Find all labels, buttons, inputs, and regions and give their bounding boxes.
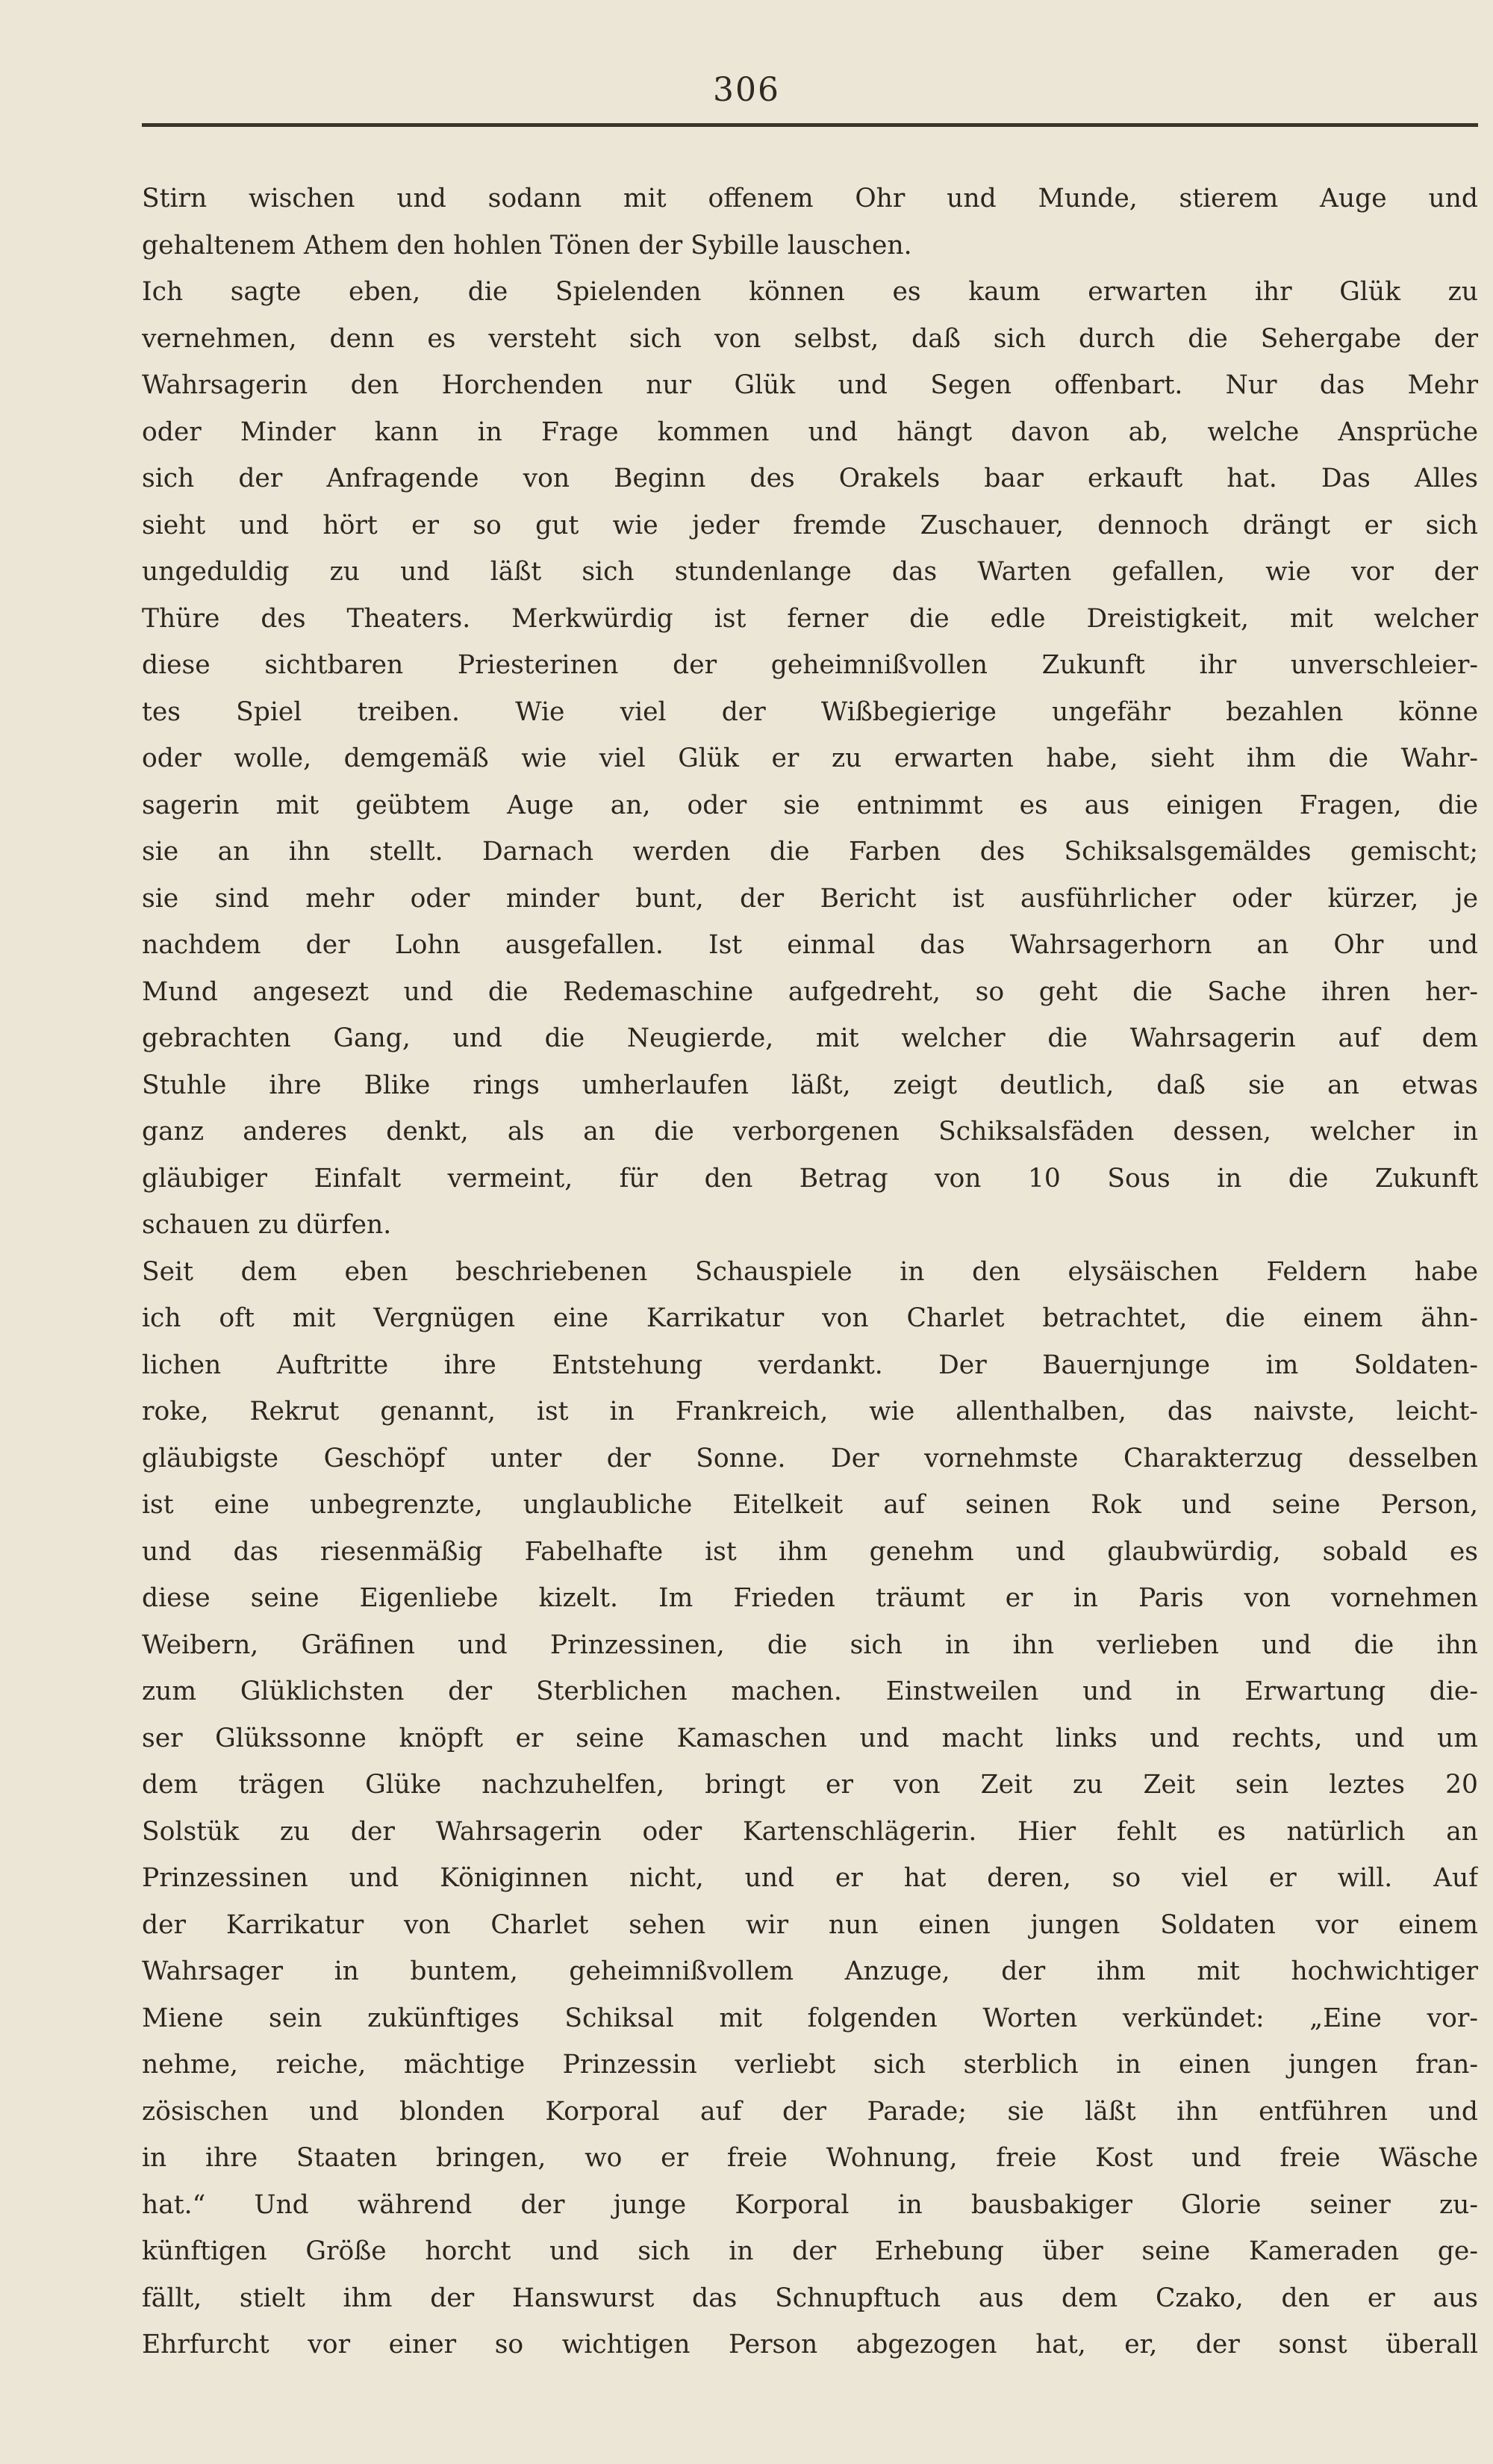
body-text — [142, 175, 1478, 2368]
text-line: sagerin mit geübtem Auge an, oder sie entnimmt es aus einigen Fragen, die — [142, 790, 1478, 820]
text-line: sich der Anfragende von Beginn des Orakels baar erkauft hat. Das Alles — [142, 464, 1478, 493]
text-line: fällt, stielt ihm der Hanswurst das Schnupftuch aus dem Czako, den er aus — [142, 2283, 1478, 2313]
text-line: Wahrsagerin den Horchenden nur Glük und Segen offenbart. Nur das Mehr — [142, 370, 1478, 400]
text-line: dem trägen Glüke nachzuhelfen, bringt er von Zeit zu Zeit sein leztes 20 — [142, 1770, 1478, 1800]
text-line: lichen Auftritte ihre Entstehung verdankt. Der Bauernjunge im Soldaten- — [142, 1350, 1478, 1380]
text-line: zösischen und blonden Korporal auf der Parade; sie läßt ihn entführen und — [142, 2096, 1478, 2127]
text-line: ser Glükssonne knöpft er seine Kamaschen und macht links und rechts, und um — [142, 1723, 1478, 1753]
text-line: Miene sein zukünftiges Schiksal mit folgenden Worten verkündet: „Eine vor- — [142, 2003, 1478, 2033]
text-line: nehme, reiche, mächtige Prinzessin verliebt sich sterblich in einen jungen fran- — [142, 2050, 1478, 2080]
text-line: Weibern, Gräfinen und Prinzessinen, die sich in ihn verlieben und die ihn — [142, 1629, 1478, 1660]
text-line: ganz anderes denkt, als an die verborgenen Schiksalsfäden dessen, welcher in — [142, 1117, 1478, 1147]
text-line: Solstük zu der Wahrsagerin oder Kartenschlägerin. Hier fehlt es natürlich an — [142, 1816, 1478, 1847]
text-line: Stuhle ihre Blike rings umherlaufen läßt, zeigt deutlich, daß sie an etwas — [142, 1070, 1478, 1100]
page-number: 306 — [713, 71, 780, 109]
text-line: Seit dem eben beschriebenen Schauspiele in den elysäischen Feldern habe — [142, 1256, 1478, 1287]
text-line: diese seine Eigenliebe kizelt. Im Frieden träumt er in Paris von vornehmen — [142, 1583, 1478, 1613]
text-line: Ich sagte eben, die Spielenden können es kaum erwarten ihr Glük zu — [142, 277, 1478, 307]
text-line: oder Minder kann in Frage kommen und hängt davon ab, welche Ansprüche — [142, 417, 1478, 447]
text-line: schauen zu dürfen. — [142, 1210, 392, 1240]
text-line: der Karrikatur von Charlet sehen wir nun einen jungen Soldaten vor einem — [142, 1909, 1478, 1940]
text-line: zum Glüklichsten der Sterblichen machen. Einstweilen und in Erwartung die- — [142, 1677, 1478, 1706]
text-line: oder wolle, demgemäß wie viel Glük er zu erwarten habe, sieht ihm die Wahr- — [142, 743, 1478, 773]
header-rule — [142, 123, 1478, 127]
text-line: Ehrfurcht vor einer so wichtigen Person abgezogen hat, er, der sonst überall — [142, 2330, 1478, 2359]
text-line: gläubiger Einfalt vermeint, für den Betrag von 10 Sous in die Zukunft — [142, 1163, 1478, 1194]
text-line: in ihre Staaten bringen, wo er freie Wohnung, freie Kost und freie Wäsche — [142, 2143, 1478, 2173]
text-line: Thüre des Theaters. Merkwürdig ist ferner die edle Dreistigkeit, mit welcher — [142, 603, 1478, 634]
text-line: sie an ihn stellt. Darnach werden die Farben des Schiksalsgemäldes gemischt; — [142, 837, 1478, 867]
text-line: Wahrsager in buntem, geheimnißvollem Anzuge, der ihm mit hochwichtiger — [142, 1956, 1478, 1986]
text-line: tes Spiel treiben. Wie viel der Wißbegierige ungefähr bezahlen könne — [142, 696, 1478, 727]
text-line: und das riesenmäßig Fabelhafte ist ihm genehm und glaubwürdig, sobald es — [142, 1536, 1478, 1567]
text-line: ungeduldig zu und läßt sich stundenlange das Warten gefallen, wie vor der — [142, 557, 1478, 587]
text-line: sie sind mehr oder minder bunt, der Bericht ist ausführlicher oder kürzer, je — [142, 883, 1478, 914]
text-line: gläubigste Geschöpf unter der Sonne. Der vornehmste Charakterzug desselben — [142, 1443, 1478, 1473]
text-line: ist eine unbegrenzte, unglaubliche Eitelkeit auf seinen Rok und seine Person, — [142, 1490, 1478, 1520]
text-line: gebrachten Gang, und die Neugierde, mit welcher die Wahrsagerin auf dem — [142, 1023, 1478, 1053]
text-line: sieht und hört er so gut wie jeder fremde Zuschauer, dennoch drängt er sich — [142, 510, 1478, 540]
text-line: Mund angesezt und die Redemaschine aufgedreht, so geht die Sache ihren her- — [142, 976, 1478, 1007]
text-line: ich oft mit Vergnügen eine Karrikatur von Charlet betrachtet, die einem ähn- — [142, 1303, 1478, 1333]
text-line: diese sichtbaren Priesterinen der geheimnißvollen Zukunft ihr unverschleier- — [142, 650, 1478, 680]
text-line: künftigen Größe horcht und sich in der Erhebung über seine Kameraden ge- — [142, 2236, 1478, 2266]
text-line: Prinzessinen und Königinnen nicht, und er hat deren, so viel er will. Auf — [142, 1863, 1478, 1893]
text-line: vernehmen, denn es versteht sich von selbst, daß sich durch die Sehergabe der — [142, 323, 1478, 354]
text-line: roke, Rekrut genannt, ist in Frankreich, wie allenthalben, das naivste, leicht- — [142, 1397, 1478, 1426]
text-line: nachdem der Lohn ausgefallen. Ist einmal das Wahrsagerhorn an Ohr und — [142, 930, 1478, 960]
text-line: Stirn wischen und sodann mit offenem Ohr und Munde, stierem Auge und — [142, 184, 1478, 213]
text-line: hat.“ Und während der junge Korporal in bausbakiger Glorie seiner zu- — [142, 2189, 1478, 2220]
text-line: gehaltenem Athem den hohlen Tönen der Sybille lauschen. — [142, 230, 912, 261]
